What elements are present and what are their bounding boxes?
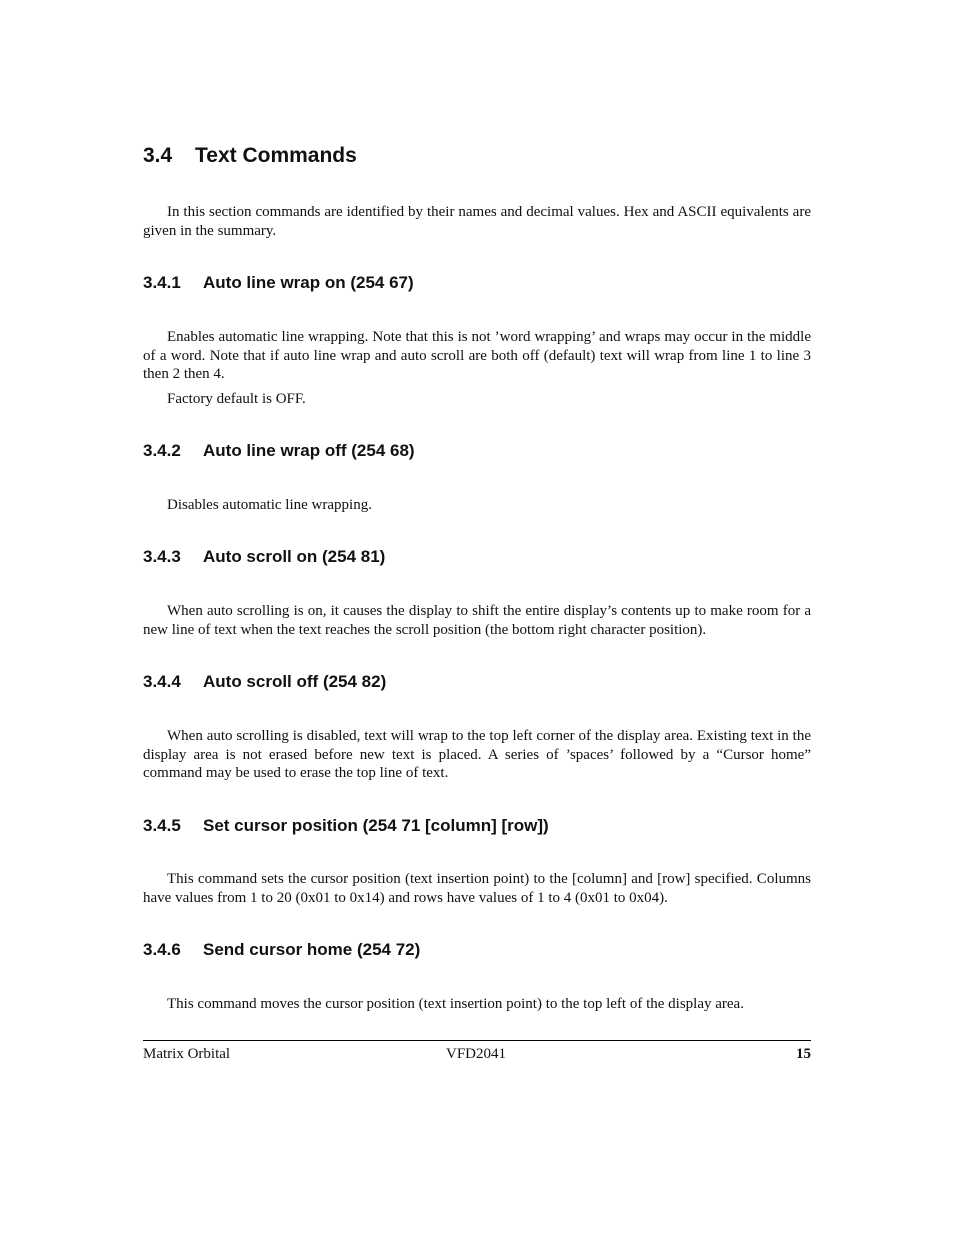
subsection-paragraph: Enables automatic line wrapping. Note that this is not ’word wrapping’ and wraps may occur in the middle of a word. Note that if auto line wrap and auto scroll are both off (default) text will wrap from line 1 to line 3 then 2 then 4. — [143, 329, 811, 383]
subsection-heading-3-4-1 — [143, 273, 414, 293]
subsection-title: Auto line wrap on (254 67) — [203, 273, 414, 292]
subsection-title: Auto scroll off (254 82) — [203, 672, 387, 691]
section-intro: In this section commands are identified by their names and decimal values. Hex and ASCII equivalents are given in the summary. — [143, 204, 811, 239]
subsection-title: Auto line wrap off (254 68) — [203, 441, 415, 460]
subsection-paragraph: This command sets the cursor position (text insertion point) to the [column] and [row] specified. Columns have values from 1 to 20 (0x01 to 0x14) and rows have values of 1 to 4 (0x01 to 0x04). — [143, 871, 811, 906]
subsection-number: 3.4.4 — [143, 672, 181, 691]
subsection-paragraph: When auto scrolling is disabled, text will wrap to the top left corner of the display area. Existing text in the display area is not erased before new text is placed. A series of ’spaces’ followed by a “Cursor home” command may be used to erase the top line of text. — [143, 728, 811, 782]
subsection-title: Send cursor home (254 72) — [203, 940, 421, 959]
footer-company: Matrix Orbital — [143, 1046, 231, 1062]
subsection-heading-3-4-6 — [143, 940, 420, 960]
footer-divider — [143, 1040, 811, 1041]
section-number: 3.4 — [143, 144, 173, 167]
section-title: Text Commands — [195, 144, 357, 167]
subsection-number: 3.4.3 — [143, 547, 181, 566]
subsection-heading-3-4-2 — [143, 441, 415, 461]
subsection-title: Set cursor position (254 71 [column] [row]) — [203, 816, 549, 835]
subsection-paragraph: When auto scrolling is on, it causes the display to shift the entire display’s contents up to make room for a new line of text when the text reaches the scroll position (the bottom right character position). — [143, 603, 811, 638]
subsection-number: 3.4.6 — [143, 940, 181, 959]
subsection-paragraph: Disables automatic line wrapping. — [167, 497, 372, 513]
subsection-paragraph: This command moves the cursor position (text insertion point) to the top left of the display area. — [167, 996, 744, 1012]
subsection-heading-3-4-5 — [143, 816, 549, 836]
subsection-heading-3-4-3 — [143, 547, 385, 567]
footer-model: VFD2041 — [446, 1046, 507, 1062]
subsection-title: Auto scroll on (254 81) — [203, 547, 386, 566]
section-heading — [143, 144, 357, 168]
subsection-number: 3.4.5 — [143, 816, 181, 835]
subsection-number: 3.4.2 — [143, 441, 181, 460]
subsection-number: 3.4.1 — [143, 273, 181, 292]
subsection-paragraph: Factory default is OFF. — [167, 391, 306, 407]
subsection-heading-3-4-4 — [143, 672, 386, 692]
footer-page-number: 15 — [796, 1046, 811, 1062]
